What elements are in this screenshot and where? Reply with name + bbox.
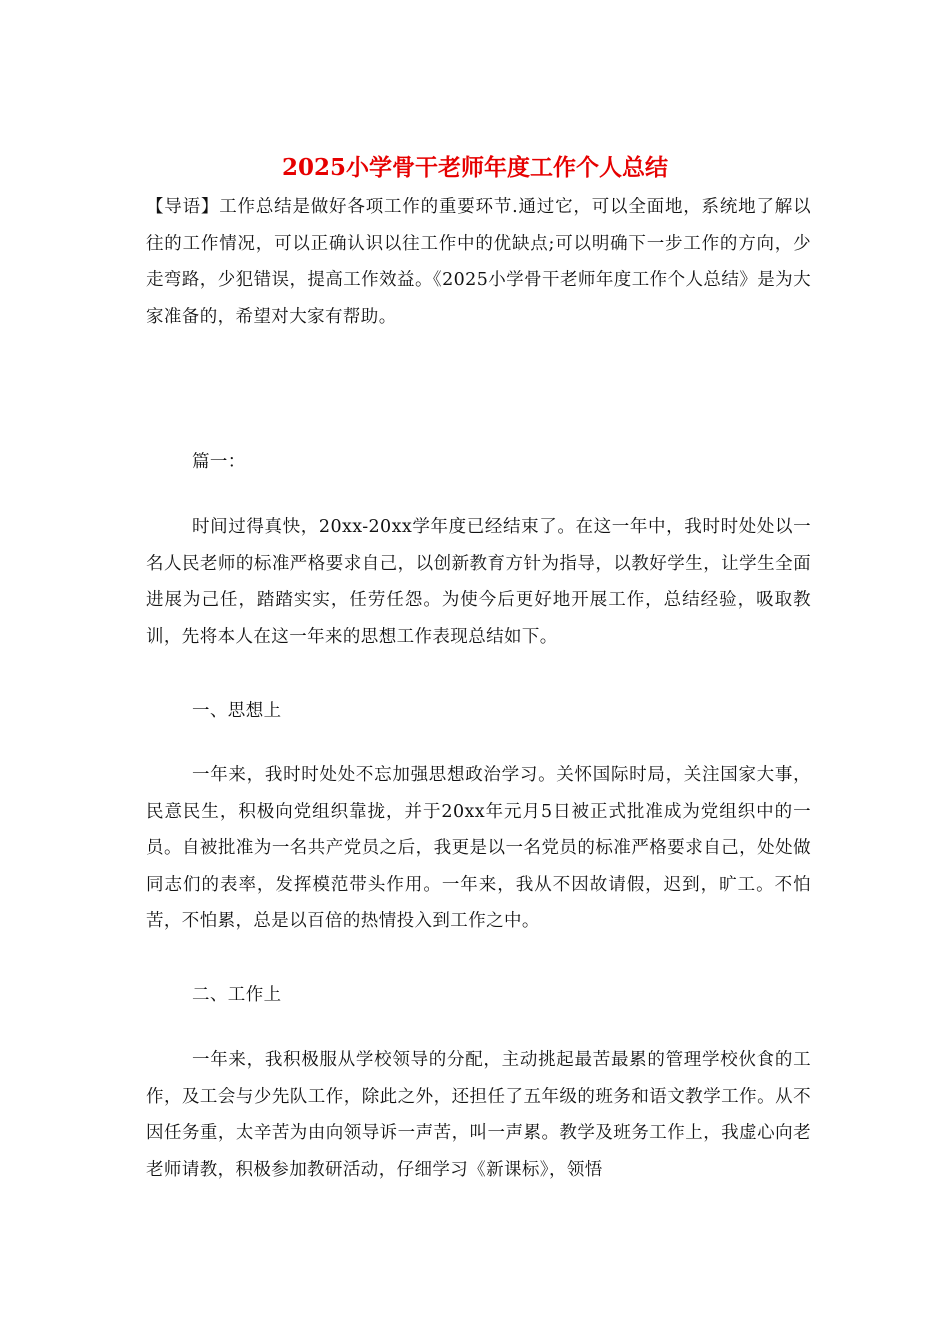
section-label: 篇一： [192, 452, 246, 472]
document-title: 2025小学骨干老师年度工作个人总结 [281, 154, 668, 181]
section-heading-thought: 一、思想上 [192, 701, 282, 721]
body-paragraph-3: 一年来，我积极服从学校领导的分配，主动挑起最苦最累的管理学校伙食的工作，及工会与少先队工作，除此之外，还担任了五年级的班务和语文教学工作。从不因任务重，太辛苦为由向领导诉一声苦，叫一声累。教学及班务工作上，我虚心向老老师请教，积极参加教研活动，仔细学习《新课标》，领悟 [146, 1050, 811, 1180]
section-heading-work: 二、工作上 [192, 985, 282, 1005]
intro-paragraph: 【导语】工作总结是做好各项工作的重要环节.通过它，可以全面地，系统地了解以往的工作情况，可以正确认识以往工作中的优缺点;可以明确下一步工作的方向，少走弯路，少犯错误，提高工作效益。《2025小学骨干老师年度工作个人总结》是为大家准备的，希望对大家有帮助。 [146, 197, 811, 327]
body-paragraph-1: 时间过得真快，20xx-20xx学年度已经结束了。在这一年中，我时时处处以一名人民老师的标准严格要求自己，以创新教育方针为指导，以教好学生，让学生全面进展为己任，踏踏实实，任劳任怨。为使今后更好地开展工作，总结经验，吸取教训，先将本人在这一年来的思想工作表现总结如下。 [146, 517, 811, 647]
body-paragraph-2: 一年来，我时时处处不忘加强思想政治学习。关怀国际时局，关注国家大事，民意民生，积极向党组织靠拢，并于20xx年元月5日被正式批准成为党组织中的一员。自被批准为一名共产党员之后，我更是以一名党员的标准严格要求自己，处处做同志们的表率，发挥模范带头作用。一年来，我从不因故请假，迟到，旷工。不怕苦，不怕累，总是以百倍的热情投入到工作之中。 [146, 765, 811, 931]
